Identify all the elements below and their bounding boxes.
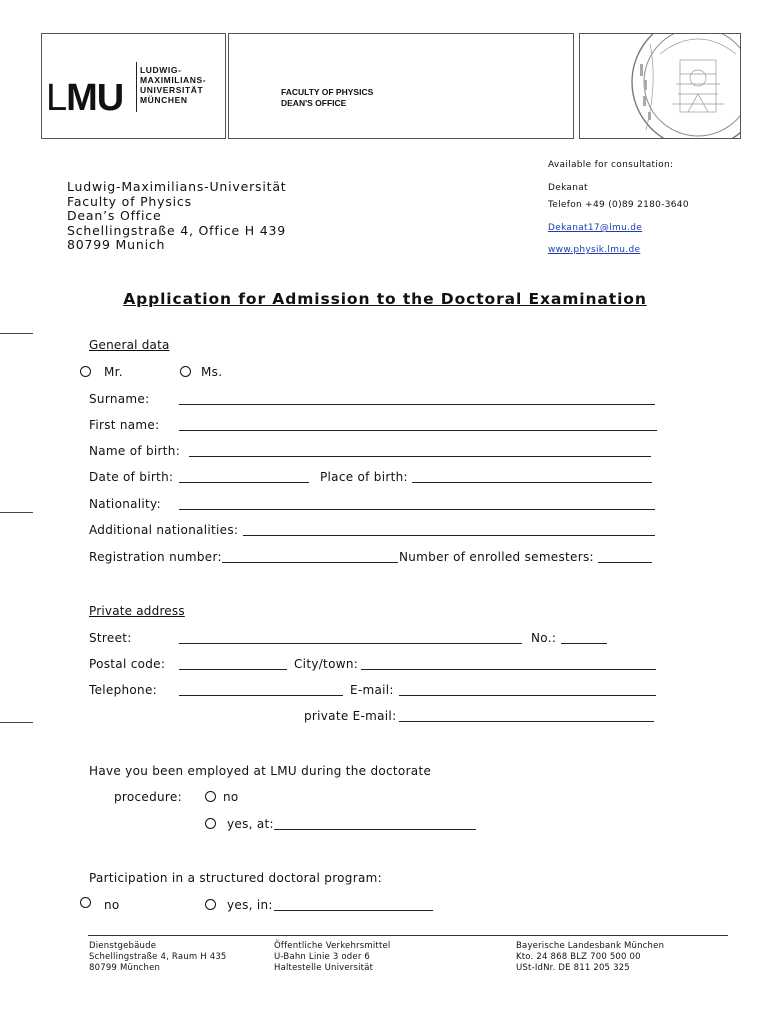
street-field[interactable] xyxy=(179,643,522,644)
general-data-heading: General data xyxy=(89,338,170,352)
additional-nationalities-label: Additional nationalities: xyxy=(89,523,239,537)
footer-divider xyxy=(88,935,728,936)
consultation-email-link[interactable]: Dekanat17@lmu.de xyxy=(548,223,643,233)
logo-separator xyxy=(136,62,137,112)
ms-radio[interactable] xyxy=(180,366,191,377)
enrolled-semesters-label: Number of enrolled semesters: xyxy=(399,550,594,564)
program-yes-field[interactable] xyxy=(274,910,433,911)
registration-number-field[interactable] xyxy=(222,562,398,563)
fold-mark xyxy=(0,512,33,513)
private-email-field[interactable] xyxy=(399,721,654,722)
program-yes-label: yes, in: xyxy=(227,898,273,912)
consultation-web-link[interactable]: www.physik.lmu.de xyxy=(548,245,641,255)
employment-yes-radio[interactable] xyxy=(205,818,216,829)
telephone-label: Telephone: xyxy=(89,683,157,697)
surname-field[interactable] xyxy=(179,404,655,405)
email-field[interactable] xyxy=(399,695,656,696)
first-name-field[interactable] xyxy=(179,430,657,431)
recipient-address: Ludwig-Maximilians-Universität Faculty of Physics Dean’s Office Schellingstraße 4, Office H 439 80799 Munich xyxy=(67,179,287,252)
place-of-birth-field[interactable] xyxy=(412,482,652,483)
street-label: Street: xyxy=(89,631,132,645)
fold-mark xyxy=(0,333,33,334)
ms-label: Ms. xyxy=(201,365,223,379)
employment-yes-label: yes, at: xyxy=(227,817,274,831)
mr-label: Mr. xyxy=(104,365,123,379)
punch-mark xyxy=(0,722,33,723)
city-label: City/town: xyxy=(294,657,359,671)
private-address-heading: Private address xyxy=(89,604,185,618)
program-question: Participation in a structured doctoral program: xyxy=(89,871,382,885)
nationality-field[interactable] xyxy=(179,509,655,510)
faculty-label: FACULTY OF PHYSICS DEAN'S OFFICE xyxy=(281,87,374,108)
private-email-label: private E-mail: xyxy=(304,709,397,723)
place-of-birth-label: Place of birth: xyxy=(320,470,408,484)
consultation-dept: Dekanat xyxy=(548,183,588,193)
postal-code-field[interactable] xyxy=(179,669,287,670)
date-of-birth-label: Date of birth: xyxy=(89,470,174,484)
seal-box xyxy=(579,33,741,139)
additional-nationalities-field[interactable] xyxy=(243,535,655,536)
university-name: LUDWIG- MAXIMILIANS- UNIVERSITÄT MÜNCHEN xyxy=(140,65,207,105)
house-number-field[interactable] xyxy=(561,643,607,644)
faculty-box xyxy=(228,33,574,139)
date-of-birth-field[interactable] xyxy=(179,482,309,483)
employment-no-label: no xyxy=(223,790,239,804)
employment-question: Have you been employed at LMU during the doctorate xyxy=(89,764,432,778)
enrolled-semesters-field[interactable] xyxy=(598,562,652,563)
nationality-label: Nationality: xyxy=(89,497,161,511)
name-of-birth-label: Name of birth: xyxy=(89,444,181,458)
first-name-label: First name: xyxy=(89,418,160,432)
procedure-label: procedure: xyxy=(114,790,182,804)
email-label: E-mail: xyxy=(350,683,394,697)
name-of-birth-field[interactable] xyxy=(189,456,651,457)
footer-bank: Bayerische Landesbank München Kto. 24 868 BLZ 700 500 00 USt-IdNr. DE 811 205 325 xyxy=(516,941,665,973)
footer-building: Dienstgebäude Schellingstraße 4, Raum H 435 80799 München xyxy=(89,941,227,973)
consultation-heading: Available for consultation: xyxy=(548,160,674,170)
consultation-phone: Telefon +49 (0)89 2180-3640 xyxy=(548,200,689,210)
registration-number-label: Registration number: xyxy=(89,550,222,564)
postal-code-label: Postal code: xyxy=(89,657,166,671)
program-no-label: no xyxy=(104,898,120,912)
telephone-field[interactable] xyxy=(179,695,343,696)
lmu-logo: LMU xyxy=(46,77,124,119)
program-no-radio[interactable] xyxy=(80,897,91,908)
employment-yes-field[interactable] xyxy=(274,829,476,830)
program-yes-radio[interactable] xyxy=(205,899,216,910)
surname-label: Surname: xyxy=(89,392,150,406)
city-field[interactable] xyxy=(361,669,656,670)
house-number-label: No.: xyxy=(531,631,557,645)
university-seal-icon xyxy=(580,34,740,138)
page-title: Application for Admission to the Doctoral Examination xyxy=(123,290,647,308)
employment-no-radio[interactable] xyxy=(205,791,216,802)
mr-radio[interactable] xyxy=(80,366,91,377)
footer-transport: Öffentliche Verkehrsmittel U-Bahn Linie 3 oder 6 Haltestelle Universität xyxy=(274,941,391,973)
